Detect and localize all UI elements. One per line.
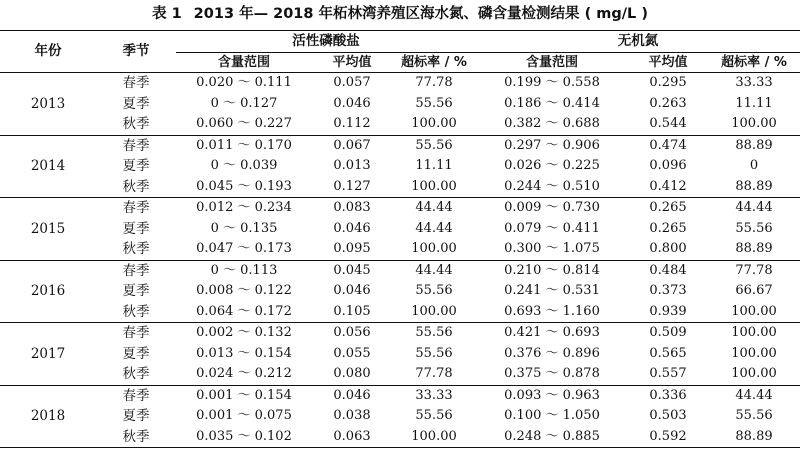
phosphate-rate-cell: 77.78: [415, 366, 453, 381]
phosphate-range-cell: 0.045 ～ 0.193: [196, 178, 292, 194]
nitrogen-mean-cell: 0.509: [628, 323, 708, 344]
season-cell: 夏季: [122, 283, 150, 299]
nitrogen-rate-cell: 88.89: [735, 178, 773, 194]
table-row: [0, 364, 800, 385]
phosphate-mean-cell: 0.105: [333, 303, 371, 319]
phosphate-rate-cell: 77.78: [392, 73, 476, 94]
table-row: [0, 73, 800, 94]
table-body: [0, 73, 800, 448]
nitrogen-mean-cell: 0.474: [628, 135, 708, 156]
phosphate-rate-cell: 100.00: [411, 303, 457, 319]
phosphate-rate-cell: 44.44: [392, 260, 476, 281]
nitrogen-mean-cell: 0.263: [649, 95, 687, 111]
nitrogen-rate-cell: 100.00: [731, 303, 777, 319]
phosphate-range-cell: 0.024 ～ 0.212: [196, 366, 292, 381]
nitrogen-range-cell: 0.693 ～ 1.160: [504, 303, 600, 319]
season-cell: 夏季: [122, 408, 150, 424]
caption-text: 2013 年— 2018 年柘林湾养殖区海水氮、磷含量检测结果 ( mg/L ): [193, 6, 648, 22]
phosphate-range-cell: 0.060 ～ 0.227: [196, 116, 292, 131]
phosphate-rate-cell: 44.44: [415, 220, 453, 236]
phosphate-mean-cell: 0.083: [312, 198, 392, 219]
nitrogen-range-cell: 0.375 ～ 0.878: [504, 366, 600, 381]
table-row: [0, 260, 800, 281]
nitrogen-range-cell: 0.186 ～ 0.414: [504, 95, 600, 111]
year-cell: 2013: [0, 73, 96, 136]
phosphate-mean-cell: 0.063: [333, 428, 371, 444]
header-season: 季节: [122, 43, 150, 59]
phosphate-range-cell: 0.001 ～ 0.154: [176, 385, 312, 406]
phosphate-rate-cell: 55.56: [415, 408, 453, 423]
season-cell: 春季: [96, 323, 176, 344]
phosphate-mean-cell: 0.127: [333, 178, 371, 194]
year-cell: 2016: [0, 260, 96, 323]
nitrogen-range-cell: 0.421 ～ 0.693: [476, 323, 628, 344]
season-cell: 秋季: [122, 428, 150, 445]
season-cell: 夏季: [122, 158, 150, 174]
season-cell: 秋季: [122, 303, 150, 320]
nitrogen-rate-cell: 55.56: [735, 220, 773, 236]
nitrogen-range-cell: 0.210 ～ 0.814: [476, 260, 628, 281]
year-cell: 2015: [0, 198, 96, 261]
season-cell: 春季: [96, 135, 176, 156]
phosphate-rate-cell: 33.33: [392, 385, 476, 406]
nitrogen-mean-cell: 0.939: [649, 303, 687, 319]
season-cell: 秋季: [122, 366, 150, 382]
phosphate-mean-cell: 0.046: [333, 95, 371, 111]
phosphate-range-cell: 0.035 ～ 0.102: [196, 428, 292, 444]
year-cell: 2014: [0, 135, 96, 198]
nitrogen-mean-cell: 0.373: [649, 283, 687, 298]
nitrogen-mean-cell: 0.336: [628, 385, 708, 406]
phosphate-mean-cell: 0.046: [312, 385, 392, 406]
header-phosphate: 活性磷酸盐: [292, 33, 360, 49]
phosphate-mean-cell: 0.095: [333, 241, 371, 256]
data-table-frame: [0, 30, 800, 448]
phosphate-mean-cell: 0.057: [312, 73, 392, 94]
nitrogen-rate-cell: 88.89: [735, 428, 773, 444]
phosphate-mean-cell: 0.046: [333, 220, 371, 236]
nitrogen-range-cell: 0.297 ～ 0.906: [476, 135, 628, 156]
table-row: [0, 94, 800, 115]
nitrogen-rate-cell: 55.56: [735, 408, 773, 423]
year-cell: 2018: [0, 385, 96, 447]
header-p-mean: 平均值: [312, 53, 392, 73]
table-caption: [0, 0, 800, 28]
phosphate-mean-cell: 0.045: [312, 260, 392, 281]
phosphate-rate-cell: 11.11: [415, 158, 453, 173]
phosphate-range-cell: 0 ～ 0.135: [210, 220, 278, 236]
header-n-mean: 平均值: [628, 53, 708, 73]
nitrogen-mean-cell: 0.295: [628, 73, 708, 94]
phosphate-range-cell: 0.064 ～ 0.172: [196, 303, 292, 319]
nitrogen-rate-cell: 44.44: [708, 385, 800, 406]
table-row: [0, 302, 800, 323]
phosphate-range-cell: 0.013 ～ 0.154: [196, 345, 292, 361]
nitrogen-rate-cell: 100.00: [731, 366, 777, 381]
phosphate-mean-cell: 0.067: [312, 135, 392, 156]
phosphate-rate-cell: 100.00: [411, 116, 457, 131]
phosphate-mean-cell: 0.112: [333, 116, 371, 131]
phosphate-range-cell: 0 ～ 0.039: [210, 158, 278, 173]
phosphate-rate-cell: 55.56: [392, 323, 476, 344]
header-row-main: [0, 31, 800, 53]
phosphate-rate-cell: 55.56: [415, 95, 453, 111]
phosphate-range-cell: 0.011 ～ 0.170: [176, 135, 312, 156]
nitrogen-mean-cell: 0.412: [649, 178, 687, 194]
header-n-rate: 超标率 / %: [708, 53, 800, 73]
table-row: [0, 219, 800, 240]
phosphate-range-cell: 0 ～ 0.127: [210, 95, 278, 111]
header-year: 年份: [34, 43, 62, 59]
nitrogen-rate-cell: 88.89: [708, 135, 800, 156]
nitrogen-mean-cell: 0.265: [649, 220, 687, 236]
season-cell: 夏季: [122, 220, 150, 237]
phosphate-range-cell: 0.012 ～ 0.234: [176, 198, 312, 219]
phosphate-rate-cell: 55.56: [415, 345, 453, 361]
nitrogen-range-cell: 0.241 ～ 0.531: [504, 283, 600, 298]
nitrogen-rate-cell: 33.33: [708, 73, 800, 94]
phosphate-mean-cell: 0.055: [333, 345, 371, 361]
season-cell: 春季: [96, 385, 176, 406]
table-row: [0, 344, 800, 365]
phosphate-range-cell: 0.047 ～ 0.173: [196, 241, 292, 256]
phosphate-mean-cell: 0.080: [333, 366, 371, 381]
data-table: [0, 31, 800, 447]
nitrogen-rate-cell: 100.00: [708, 323, 800, 344]
nitrogen-rate-cell: 100.00: [731, 116, 777, 131]
phosphate-rate-cell: 55.56: [392, 135, 476, 156]
header-inorganic-nitrogen: 无机氮: [617, 33, 659, 49]
nitrogen-rate-cell: 100.00: [731, 345, 777, 361]
nitrogen-mean-cell: 0.565: [649, 345, 687, 361]
nitrogen-range-cell: 0.244 ～ 0.510: [504, 178, 600, 194]
nitrogen-mean-cell: 0.800: [649, 241, 687, 256]
nitrogen-rate-cell: 11.11: [735, 95, 773, 111]
nitrogen-rate-cell: 66.67: [735, 283, 773, 298]
phosphate-mean-cell: 0.013: [333, 158, 371, 173]
nitrogen-rate-cell: 0: [749, 158, 759, 173]
season-cell: 夏季: [122, 345, 150, 362]
nitrogen-mean-cell: 0.592: [649, 428, 687, 444]
nitrogen-mean-cell: 0.265: [628, 198, 708, 219]
phosphate-mean-cell: 0.056: [312, 323, 392, 344]
nitrogen-range-cell: 0.100 ～ 1.050: [504, 408, 600, 423]
phosphate-rate-cell: 100.00: [411, 241, 457, 256]
season-cell: 秋季: [122, 116, 150, 132]
nitrogen-rate-cell: 88.89: [735, 241, 773, 256]
season-cell: 春季: [96, 73, 176, 94]
nitrogen-range-cell: 0.382 ～ 0.688: [504, 116, 600, 131]
header-n-range: 含量范围: [476, 53, 628, 73]
phosphate-rate-cell: 55.56: [415, 283, 453, 298]
nitrogen-range-cell: 0.079 ～ 0.411: [504, 220, 600, 236]
header-p-range: 含量范围: [176, 53, 312, 73]
table-row: [0, 281, 800, 302]
phosphate-range-cell: 0.002 ～ 0.132: [176, 323, 312, 344]
nitrogen-range-cell: 0.376 ～ 0.896: [504, 345, 600, 361]
year-cell: 2017: [0, 323, 96, 386]
phosphate-mean-cell: 0.038: [333, 408, 371, 423]
table-row: [0, 198, 800, 219]
phosphate-range-cell: 0.020 ～ 0.111: [176, 73, 312, 94]
nitrogen-range-cell: 0.300 ～ 1.075: [504, 241, 600, 256]
nitrogen-mean-cell: 0.544: [649, 116, 687, 131]
season-cell: 春季: [96, 198, 176, 219]
nitrogen-mean-cell: 0.503: [649, 408, 687, 423]
season-cell: 春季: [96, 260, 176, 281]
phosphate-mean-cell: 0.046: [333, 283, 371, 298]
season-cell: 夏季: [122, 95, 150, 112]
table-row: [0, 406, 800, 427]
caption-label: 表 1: [152, 6, 182, 22]
table-row: [0, 177, 800, 198]
nitrogen-range-cell: 0.093 ～ 0.963: [476, 385, 628, 406]
phosphate-rate-cell: 100.00: [411, 428, 457, 444]
nitrogen-mean-cell: 0.096: [649, 158, 687, 173]
phosphate-rate-cell: 44.44: [392, 198, 476, 219]
nitrogen-mean-cell: 0.557: [649, 366, 687, 381]
table-row: [0, 156, 800, 177]
phosphate-range-cell: 0 ～ 0.113: [176, 260, 312, 281]
table-row: [0, 114, 800, 135]
table-row: [0, 385, 800, 406]
nitrogen-range-cell: 0.248 ～ 0.885: [504, 428, 600, 444]
table-row: [0, 427, 800, 448]
nitrogen-rate-cell: 77.78: [708, 260, 800, 281]
nitrogen-rate-cell: 44.44: [708, 198, 800, 219]
table-row: [0, 135, 800, 156]
season-cell: 秋季: [122, 241, 150, 257]
phosphate-range-cell: 0.001 ～ 0.075: [196, 408, 292, 423]
phosphate-range-cell: 0.008 ～ 0.122: [196, 283, 292, 298]
table-row: [0, 323, 800, 344]
phosphate-rate-cell: 100.00: [411, 178, 457, 194]
table-row: [0, 239, 800, 260]
nitrogen-range-cell: 0.199 ～ 0.558: [476, 73, 628, 94]
header-p-rate: 超标率 / %: [392, 53, 476, 73]
nitrogen-range-cell: 0.009 ～ 0.730: [476, 198, 628, 219]
nitrogen-mean-cell: 0.484: [628, 260, 708, 281]
nitrogen-range-cell: 0.026 ～ 0.225: [504, 158, 600, 173]
season-cell: 秋季: [122, 178, 150, 195]
